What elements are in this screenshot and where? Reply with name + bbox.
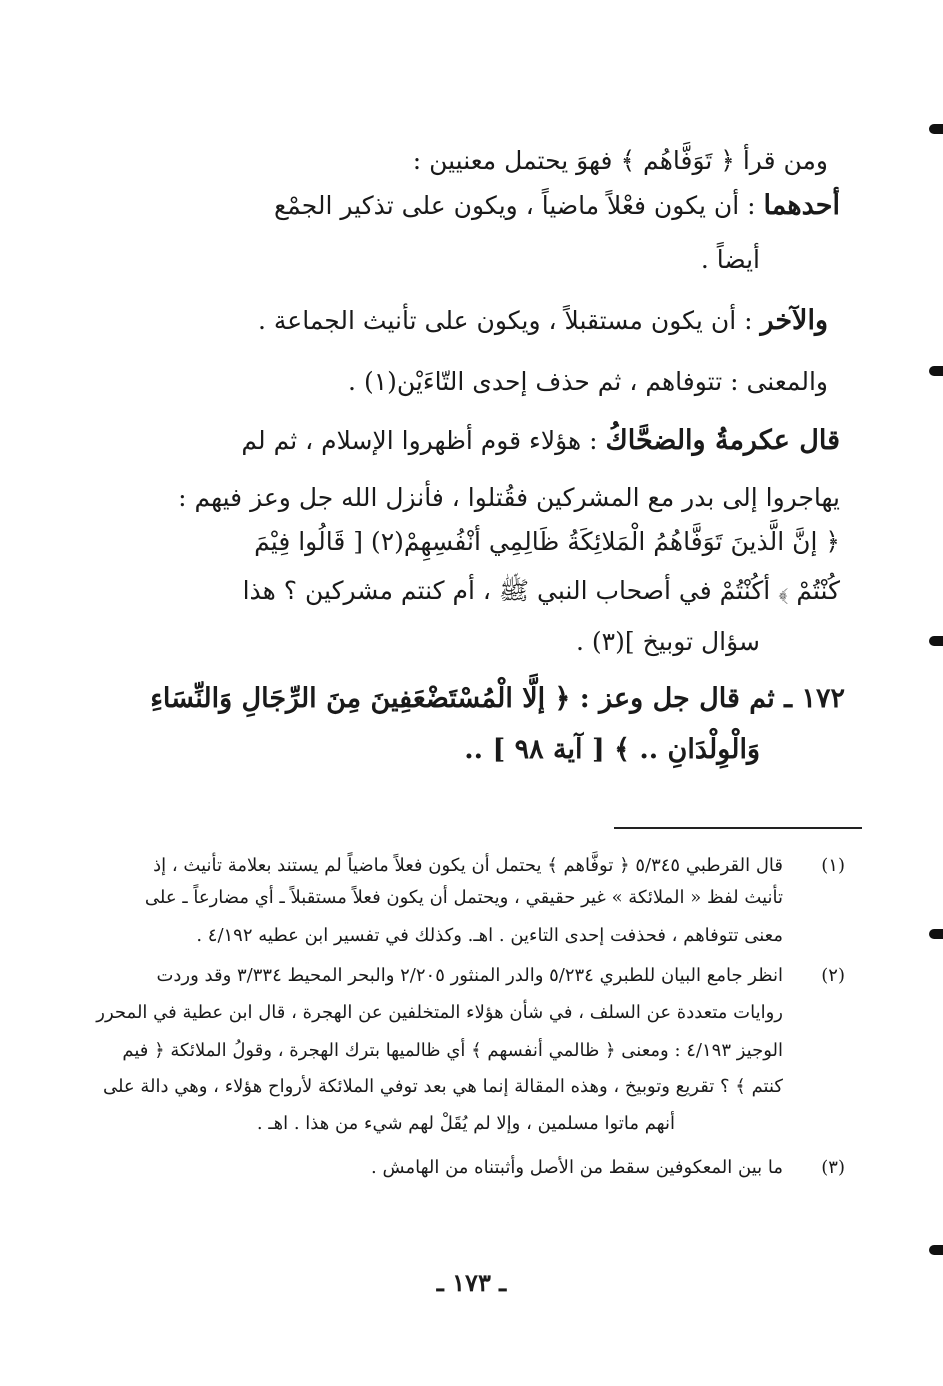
footnote-line: انظر جامع البيان للطبري ٥/٢٣٤ والدر المنثور ٢/٢٠٥ والبحر المحيط ٣/٣٣٤ وقد وردت (156, 965, 783, 986)
text-line: والمعنى : تتوفاهم ، ثم حذف إحدى التّاءَيْن(١) . (348, 367, 828, 396)
footnote-line: معنى تتوفاهم ، فحذفت إحدى التاءين . اهـ. وكذلك في تفسير ابن عطيه ٤/١٩٢ . (196, 925, 783, 946)
footnote-line: أنهم ماتوا مسلمين ، وإلا لم يُقَلْ لهم شيء من هذا . اهـ . (256, 1113, 675, 1134)
text-line: يهاجروا إلى بدر مع المشركين فقُتلوا ، فأنزل الله جل وعز فيهم : (178, 483, 840, 512)
verse-line: وَالْوِلْدَانِ .. ﴾ [ آية ٩٨ ] .. (464, 734, 760, 765)
edge-mark (929, 1245, 943, 1255)
verse-line (150, 683, 845, 715)
edge-mark (929, 636, 943, 646)
text-line: سؤال توبيخ ](٣) . (576, 627, 760, 656)
footnote-line: تأنيث لفظ « الملائكة » غير حقيقي ، ويحتمل أن يكون فعلاً مستقبلاً ـ أي مضارعاً ـ على (144, 887, 783, 908)
footnote-number: (٣) (821, 1157, 845, 1178)
text-line (258, 305, 828, 337)
edge-mark (929, 366, 943, 376)
lead-word: أحدهما (763, 190, 840, 221)
footnote-number: (١) (821, 855, 845, 876)
text-line: أيضاً . (700, 245, 760, 274)
footnote-line: قال القرطبي ٥/٣٤٥ ﴿ توفَّاهم ﴾ يحتمل أن يكون فعلاً ماضياً لم يستند بعلامة تأنيث ، إذ (153, 855, 783, 876)
verse-number: ١٧٢ ـ (784, 683, 845, 714)
footnote-rule (614, 827, 862, 829)
footnote-line: الوجيز ٤/١٩٣ : ومعنى ﴿ ظالمي أنفسهم ﴾ أي ظالميها بترك الهجرة ، وقولُ الملائكة ﴿ فيم (122, 1040, 783, 1061)
text-line (241, 425, 840, 457)
page-number: ـ ١٧٣ ـ (436, 1268, 507, 1297)
footnote-line: كنتم ﴾ ؟ تقريع وتوبيخ ، وهذه المقالة إنما هي بعد توفي الملائكة لأرواح هؤلاء ، وهي دالة على (102, 1076, 783, 1097)
text-line: ومن قرأ ﴿ تَوَفَّاهُم ﴾ فهوَ يحتمل معنيين : (412, 146, 828, 175)
lead-word: قال عكرمةُ والضحَّاكُ (605, 425, 840, 456)
footnote-line: روايات متعددة عن السلف ، في شأن هؤلاء المتخلفين عن الهجرة ، قال ابن عطية في المحرر (96, 1002, 783, 1023)
text-line: كُنْتُمْ ﴾ أكُنْتُمْ في أصحاب النبي ﷺ ، أم كنتم مشركين ؟ هذا (242, 576, 840, 605)
line-rest: : هؤلاء قوم أظهروا الإسلام ، ثم لم (241, 426, 606, 455)
lead-word: والآخر (760, 305, 828, 336)
line-rest: : أن يكون مستقبلاً ، ويكون على تأنيث الجماعة . (258, 306, 761, 335)
text-line (274, 190, 840, 222)
verse-text: ثم قال جل وعز : ﴿ إلَّا الْمُسْتَضْعَفِينَ مِنَ الرِّجَالِ وَالنِّسَاءِ (150, 683, 775, 714)
edge-mark (929, 124, 943, 134)
line-rest: : أن يكون فعْلاً ماضياً ، ويكون على تذكير الجمْع (273, 191, 764, 220)
footnote-number: (٢) (821, 965, 845, 986)
footnote-line: ما بين المعكوفين سقط من الأصل وأثبتناه من الهامش . (371, 1157, 783, 1178)
edge-mark (929, 929, 943, 939)
text-line: ﴿ إنَّ الَّذينَ تَوَفَّاهُمُ الْمَلائِكَةُ ظَالِمِي أنْفُسِهِمْ(٢) [ قَالُوا فِيْمَ (254, 527, 840, 556)
